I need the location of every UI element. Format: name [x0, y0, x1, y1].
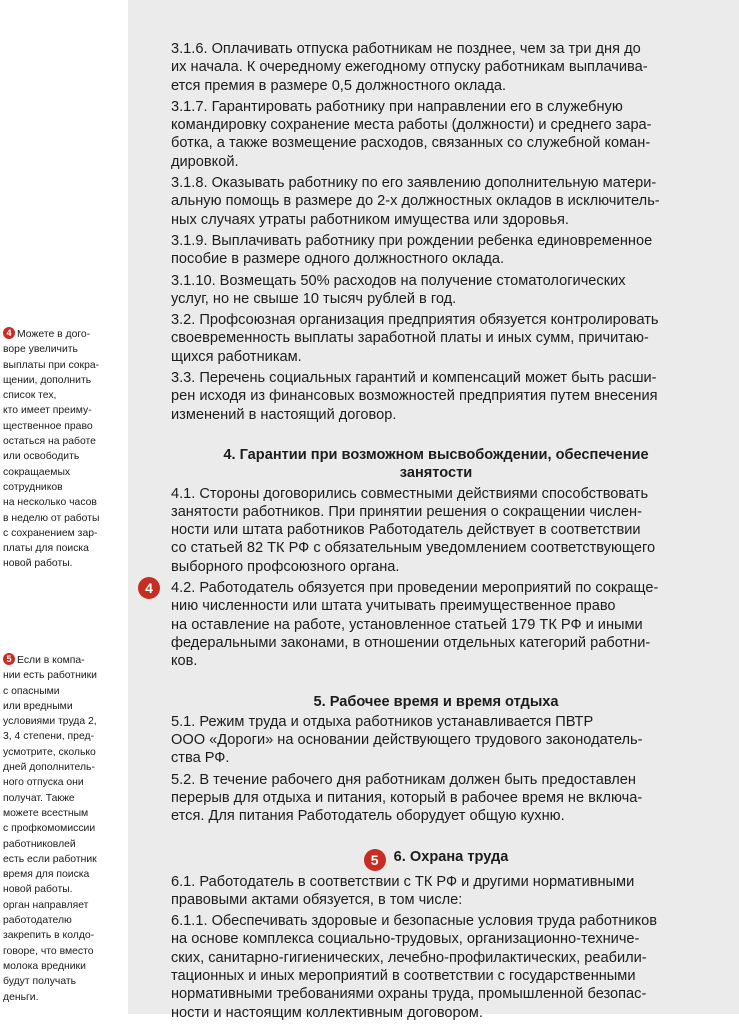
note-line: 4 Можете в дого- — [3, 327, 115, 342]
note-line: будут получать — [3, 976, 77, 988]
note-line: с опасными — [3, 685, 60, 697]
note-line: условиями труда 2, — [3, 716, 97, 728]
note-line: воре увеличить — [3, 344, 78, 356]
clause-3-3: 3.3. Перечень социальных гарантий и компенсаций может быть расши- рен исходя из финансовых возможностей предприятия путем внесения изменений в настоящий договор. — [171, 370, 658, 423]
note-line: говоре, что вместо — [3, 945, 94, 957]
annotation-badge-4: 4 — [138, 577, 160, 599]
note-line: с сохранением зар- — [3, 527, 98, 539]
margin-notes — [0, 0, 118, 1014]
note-line: 5 Если в компа- — [3, 653, 115, 668]
clause-3-1-7: 3.1.7. Гарантировать работнику при направлении его в служебную командировку сохранение места работы (должности) и среднего зара- ботка, а также возмещение расходов, связанных со служебной коман- дировкой. — [171, 98, 652, 170]
note-line: остаться на работе — [3, 436, 96, 448]
note-line: выплаты при сокра- — [3, 359, 100, 371]
clause-5-1: 5.1. Режим труда и отдыха работников устанавливается ПВТР ООО «Дороги» на основании действующего трудового законодатель- ства РФ. — [171, 713, 643, 767]
note-line: новой работы. — [3, 558, 73, 570]
note-line: ного отпуска они — [3, 777, 84, 789]
margin-note-4 — [3, 327, 115, 572]
note-line: время для поиска — [3, 869, 90, 881]
note-line: щении, дополнить — [3, 374, 92, 386]
section-heading-6: 5 6. Охрана труда — [171, 848, 701, 871]
clause-3-1-8: 3.1.8. Оказывать работнику по его заявлению дополнительную матери- альную помощь в размере до 2-х должностных окладов в исключитель- ных случаях утраты работником имущества или здоровья. — [171, 175, 660, 228]
note-line: новой работы. — [3, 884, 73, 896]
clause-3-2: 3.2. Профсоюзная организация предприятия обязуется контролировать своевременность выплаты заработной платы и иных сумм, причитаю- щихся работникам. — [171, 312, 659, 365]
note-line: сотрудников — [3, 481, 63, 493]
note-line: дней дополнитель- — [3, 762, 95, 774]
note-line: нии есть работники — [3, 670, 97, 682]
section-heading-5: 5. Рабочее время и время отдыха — [313, 693, 559, 710]
note-line: можете всестным — [3, 807, 89, 819]
note-line: работодателю — [3, 915, 72, 927]
note-number-badge: 5 — [3, 653, 15, 665]
note-line: на несколько часов — [3, 497, 97, 509]
annotation-badge-5: 5 — [364, 849, 386, 871]
note-line: молока вредники — [3, 960, 86, 972]
note-line: 3, 4 степени, пред- — [3, 731, 95, 743]
note-line: платы для поиска — [3, 543, 89, 555]
clause-3-1-9: 3.1.9. Выплачивать работнику при рождении ребенка единовременное пособие в размере одного должностного оклада. — [171, 232, 653, 268]
document-body — [145, 40, 701, 1025]
clause-6-1: 6.1. Работодатель в соответствии с ТК РФ и другими нормативными правовыми актами обязуется, в том числе: — [171, 873, 635, 908]
note-line: или вредными — [3, 700, 73, 712]
note-line: кто имеет преиму- — [3, 405, 92, 417]
clause-4-1: 4.1. Стороны договорились совместными действиями способствовать занятости работников. При принятии решения о сокращении числен- ности или штата работников Работодатель действует в соответствии со статьей 82 ТК РФ с обязательным уведомлением соответствующего выборного профсоюзного органа. — [171, 485, 656, 575]
note-line: с профкомомиссии — [3, 823, 96, 835]
margin-note-5 — [3, 653, 115, 1005]
note-line: орган направляет — [3, 899, 89, 911]
note-line: есть если работник — [3, 853, 97, 865]
note-line: получат. Также — [3, 792, 75, 804]
clause-3-1-6: 3.1.6. Оплачивать отпуска работникам не позднее, чем за три дня до их начала. К очередному ежегодному отпуску работникам выплачива- ется премия в размере 0,5 должностного оклада. — [171, 41, 648, 94]
clause-4-2: 4 4.2. Работодатель обязуется при проведении мероприятий по сокраще- нию численности или штата учитывать преимущественное право на оставление на работе, установленное статьей 179 ТК РФ и иными федеральными законами, в отношении отдельных категорий работни- ков. — [171, 579, 701, 670]
note-line: усмотрите, сколько — [3, 746, 96, 758]
note-line: список тех, — [3, 390, 57, 402]
note-line: деньги. — [3, 991, 39, 1003]
note-line: или освободить — [3, 451, 80, 463]
clause-5-2: 5.2. В течение рабочего дня работникам должен быть предоставлен перерыв для отдыха и питания, который в рабочее время не включа- ется. Для питания Работодатель оборудует общую кухню. — [171, 771, 643, 825]
clause-6-1-1: 6.1.1. Обеспечивать здоровые и безопасные условия труда работников на основе комплекса социально-трудовых, организационно-техниче- ских, санитарно-гигиенических, лечебно-профилактических, реабили- тационных и иных мероприятий в соответствии с государственными нормативными требованиями охраны труда, промышленной безопас- ности и настоящим коллективным договором. — [171, 913, 657, 1021]
clause-3-1-10: 3.1.10. Возмещать 50% расходов на получение стоматологических услуг, но не свыше 10 тысяч рублей в год. — [171, 272, 626, 307]
note-line: в неделю от работы — [3, 512, 100, 524]
note-line: сокращаемых — [3, 466, 71, 478]
note-line: закрепить в колдо- — [3, 930, 95, 942]
document-page — [128, 0, 739, 1021]
note-line: щественное право — [3, 420, 93, 432]
note-number-badge: 4 — [3, 327, 15, 339]
note-line: работниковлей — [3, 838, 76, 850]
section-heading-4: 4. Гарантии при возможном высвобождении, обеспечение занятости — [223, 446, 649, 482]
